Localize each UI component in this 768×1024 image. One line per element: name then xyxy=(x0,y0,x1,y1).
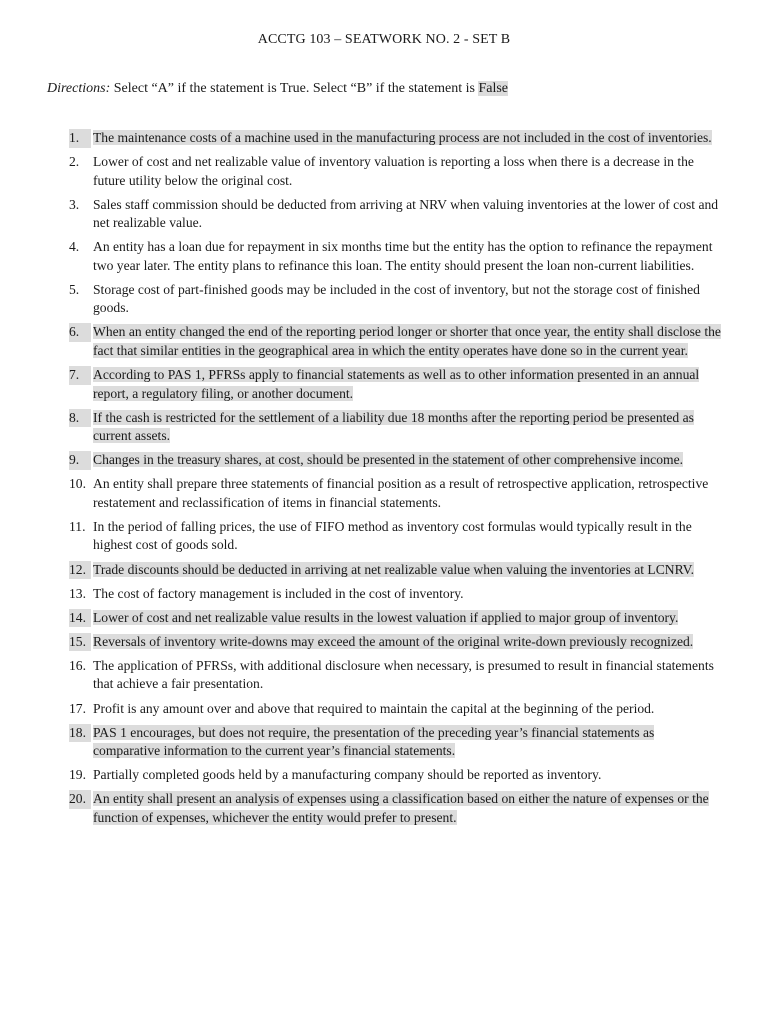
statement-text: Partially completed goods held by a manufacturing company should be reported as inventory. xyxy=(93,767,602,783)
statement-item xyxy=(0,766,768,785)
statement-item xyxy=(0,281,768,318)
statement-number: 12. xyxy=(69,561,91,580)
statement-item xyxy=(0,196,768,233)
statement-number: 10. xyxy=(69,476,86,492)
statement-text: Lower of cost and net realizable value of inventory valuation is reporting a loss when there is a decrease in the future utility below the original cost. xyxy=(93,154,694,188)
statement-number: 3. xyxy=(69,196,80,212)
statement-text: The maintenance costs of a machine used in the manufacturing process are not included in the cost of inventories. xyxy=(93,130,712,145)
statement-item xyxy=(0,129,768,148)
statement-item xyxy=(0,153,768,190)
statement-number: 18. xyxy=(69,724,91,743)
statement-text: Reversals of inventory write-downs may exceed the amount of the original write-down previously recognized. xyxy=(93,633,694,649)
statement-item xyxy=(0,700,768,719)
directions xyxy=(47,81,508,97)
statement-number: 20. xyxy=(69,790,91,809)
statement-text: Sales staff commission should be deducted from arriving at NRV when valuing inventories at the lower of cost and net realizable value. xyxy=(93,196,719,231)
statement-number: 16. xyxy=(69,657,86,673)
statement-number: 1. xyxy=(69,129,91,148)
statement-text: An entity has a loan due for repayment in six months time but the entity has the option to refinance the repayment two year later. The entity plans to refinance this loan. The entity should present the loan non-current liabilities. xyxy=(93,239,713,273)
statement-number: 15. xyxy=(69,633,91,652)
statement-number: 14. xyxy=(69,609,91,628)
statement-item xyxy=(0,518,768,555)
statement-number: 2. xyxy=(69,154,80,170)
statement-item xyxy=(0,409,768,446)
statement-number: 4. xyxy=(69,239,80,255)
statement-number: 6. xyxy=(69,323,91,342)
statement-number: 13. xyxy=(69,585,86,601)
directions-text: Select “A” if the statement is True. Select “B” if the statement is xyxy=(110,81,479,96)
statement-item xyxy=(0,585,768,604)
statement-list xyxy=(0,129,768,833)
statement-number: 19. xyxy=(69,767,86,783)
statement-text: Trade discounts should be deducted in arriving at net realizable value when valuing the inventories at LCNRV. xyxy=(93,561,695,577)
statement-text: The application of PFRSs, with additional disclosure when necessary, is presumed to result in financial statements that achieve a fair presentation. xyxy=(93,657,714,692)
statement-item xyxy=(0,633,768,652)
statement-text: The cost of factory management is included in the cost of inventory. xyxy=(93,585,464,601)
statement-text: An entity shall present an analysis of expenses using a classification based on either the nature of expenses or the function of expenses, whichever the entity would prefer to present. xyxy=(93,791,709,825)
statement-text: If the cash is restricted for the settlement of a liability due 18 months after the reporting period be presented as current assets. xyxy=(93,409,694,444)
statement-item xyxy=(0,657,768,694)
statement-text: In the period of falling prices, the use of FIFO method as inventory cost formulas would typically result in the highest cost of goods sold. xyxy=(93,518,692,553)
statement-item xyxy=(0,238,768,275)
statement-item xyxy=(0,561,768,580)
statement-item xyxy=(0,475,768,512)
statement-text: Storage cost of part-finished goods may be included in the cost of inventory, but not the storage cost of finished goods. xyxy=(93,281,700,316)
statement-number: 5. xyxy=(69,281,80,297)
statement-text: Lower of cost and net realizable value results in the lowest valuation if applied to major group of inventory. xyxy=(93,609,679,625)
directions-highlighted-word: False xyxy=(478,81,508,96)
directions-label: Directions: xyxy=(47,81,111,96)
statement-item xyxy=(0,323,768,360)
statement-item xyxy=(0,451,768,470)
statement-text: PAS 1 encourages, but does not require, the presentation of the preceding year’s financial statements as comparative information to the current year’s financial statements. xyxy=(93,724,655,759)
statement-number: 8. xyxy=(69,409,91,428)
document-title: ACCTG 103 – SEATWORK NO. 2 - SET B xyxy=(257,32,511,47)
statement-text: Profit is any amount over and above that required to maintain the capital at the beginning of the period. xyxy=(93,700,655,716)
statement-text: When an entity changed the end of the reporting period longer or shorter that once year, the entity shall disclose the fact that similar entities in the geographical area in which the entity operates have done so in the current year. xyxy=(93,324,721,358)
statement-text: Changes in the treasury shares, at cost, should be presented in the statement of other comprehensive income. xyxy=(93,452,684,468)
statement-number: 17. xyxy=(69,700,86,716)
statement-item xyxy=(0,724,768,761)
statement-item xyxy=(0,366,768,403)
statement-item xyxy=(0,790,768,827)
statement-number: 7. xyxy=(69,366,91,385)
statement-number: 11. xyxy=(69,518,86,534)
statement-text: An entity shall prepare three statements of financial position as a result of retrospective application, retrospective restatement and reclassification of items in financial statements. xyxy=(93,476,709,510)
statement-text: According to PAS 1, PFRSs apply to financial statements as well as to other information presented in an annual report, a regulatory filing, or another document. xyxy=(93,367,700,401)
statement-item xyxy=(0,609,768,628)
statement-number: 9. xyxy=(69,451,91,470)
